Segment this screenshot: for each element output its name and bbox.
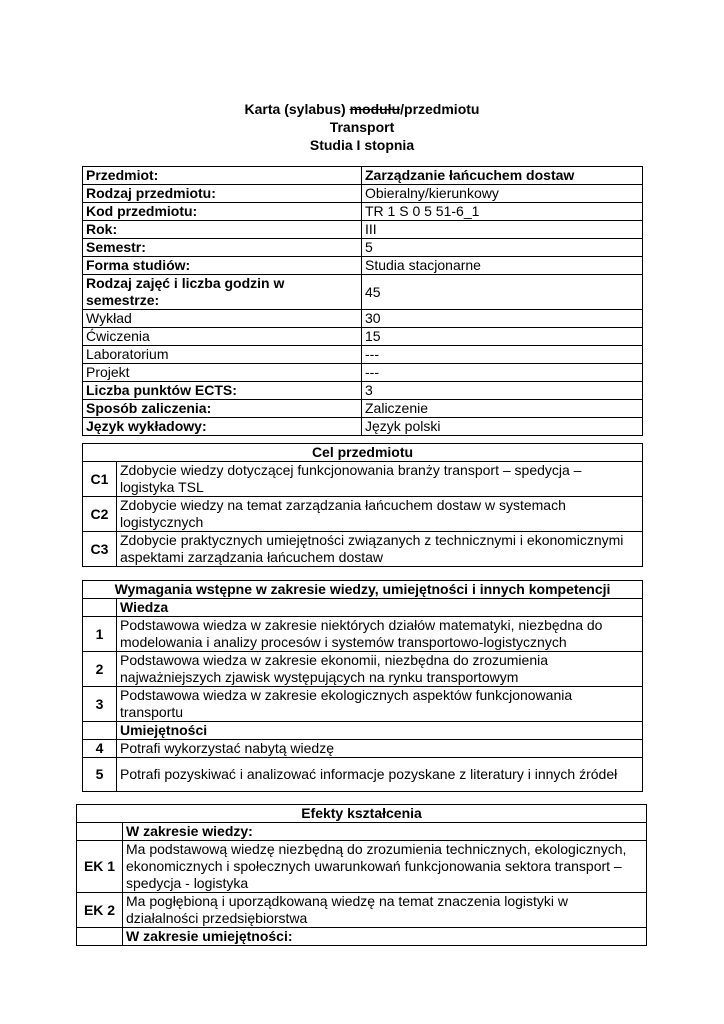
info-row xyxy=(83,310,643,328)
info-label: Wykład xyxy=(83,310,362,328)
info-label: Forma studiów: xyxy=(83,257,362,275)
info-value: 15 xyxy=(362,328,643,346)
info-value: Studia stacjonarne xyxy=(362,257,643,275)
info-value: Język polski xyxy=(362,418,643,436)
course-info-table xyxy=(82,166,643,436)
goal-code: C2 xyxy=(83,497,117,532)
goal-text: Zdobycie wiedzy na temat zarządzania łańcuchem dostaw w systemach logistycznych xyxy=(117,497,643,532)
prereq-text: Podstawowa wiedza w zakresie ekologicznych aspektów funkcjonowania transportu xyxy=(117,687,643,722)
info-value: 5 xyxy=(362,239,643,257)
info-label: Ćwiczenia xyxy=(83,328,362,346)
info-value: 45 xyxy=(362,275,643,310)
info-label: Przedmiot: xyxy=(83,167,362,185)
info-row xyxy=(83,346,643,364)
info-value: 30 xyxy=(362,310,643,328)
info-row xyxy=(83,400,643,418)
info-row xyxy=(83,382,643,400)
doc-level: Studia I stopnia xyxy=(309,137,415,153)
goal-text: Zdobycie praktycznych umiejętności związanych z technicznymi i ekonomicznymi aspektami zarządzania łańcuchem dostaw xyxy=(117,532,643,567)
info-label: Sposób zaliczenia: xyxy=(83,400,362,418)
prereq-row xyxy=(83,617,643,652)
goal-row xyxy=(83,462,643,497)
prereq-row xyxy=(83,652,643,687)
info-row xyxy=(83,185,643,203)
prereq-section-knowledge: Wiedza xyxy=(117,599,643,617)
info-row xyxy=(83,239,643,257)
goal-row xyxy=(83,497,643,532)
prereq-text: Podstawowa wiedza w zakresie niektórych działów matematyki, niezbędna do modelowania i analizy procesów i systemów transportowo-logistycznych xyxy=(117,617,643,652)
outcome-code: EK 1 xyxy=(77,841,123,893)
info-label: Rodzaj przedmiotu: xyxy=(83,185,362,203)
prerequisites-table xyxy=(82,580,643,792)
info-label: Liczba punktów ECTS: xyxy=(83,382,362,400)
goals-table xyxy=(82,443,643,567)
info-row xyxy=(83,257,643,275)
prereq-num: 5 xyxy=(83,758,117,792)
doc-title xyxy=(0,100,724,118)
info-label: Kod przedmiotu: xyxy=(83,203,362,221)
outcomes-title: Efekty kształcenia xyxy=(77,805,647,823)
doc-subtitle: Transport xyxy=(329,119,395,135)
outcome-row xyxy=(77,841,647,893)
info-value: Obieralny/kierunkowy xyxy=(362,185,643,203)
info-row xyxy=(83,203,643,221)
outcome-code: EK 2 xyxy=(77,893,123,928)
prereq-section-skills: Umiejętności xyxy=(117,722,643,740)
info-value: Zaliczenie xyxy=(362,400,643,418)
info-label: Rok: xyxy=(83,221,362,239)
outcomes-section-knowledge: W zakresie wiedzy: xyxy=(123,823,647,841)
prereq-num: 4 xyxy=(83,740,117,758)
info-row xyxy=(83,328,643,346)
title-suffix: /przedmiotu xyxy=(400,101,480,117)
prereq-row xyxy=(83,740,643,758)
blank-cell xyxy=(83,599,117,617)
goal-text: Zdobycie wiedzy dotyczącej funkcjonowania branży transport – spedycja – logistyka TSL xyxy=(117,462,643,497)
info-row xyxy=(83,418,643,436)
goals-title: Cel przedmiotu xyxy=(83,444,643,462)
title-prefix: Karta (sylabus) xyxy=(244,101,350,117)
info-label: Język wykładowy: xyxy=(83,418,362,436)
info-row xyxy=(83,275,643,310)
prereq-num: 1 xyxy=(83,617,117,652)
prereq-text: Podstawowa wiedza w zakresie ekonomii, niezbędna do zrozumienia najważniejszych zjawisk występujących na rynku transportowym xyxy=(117,652,643,687)
prereq-title: Wymagania wstępne w zakresie wiedzy, umiejętności i innych kompetencji xyxy=(83,581,643,599)
info-label: Laboratorium xyxy=(83,346,362,364)
info-label: Semestr: xyxy=(83,239,362,257)
info-label: Projekt xyxy=(83,364,362,382)
info-value: --- xyxy=(362,346,643,364)
prereq-num: 2 xyxy=(83,652,117,687)
prereq-row xyxy=(83,758,643,792)
prereq-row xyxy=(83,687,643,722)
outcomes-table xyxy=(76,804,647,946)
blank-cell xyxy=(77,823,123,841)
prereq-text: Potrafi pozyskiwać i analizować informacje pozyskane z literatury i innych źródeł xyxy=(117,758,643,792)
prereq-text: Potrafi wykorzystać nabytą wiedzę xyxy=(117,740,643,758)
outcome-row xyxy=(77,893,647,928)
goal-code: C1 xyxy=(83,462,117,497)
blank-cell xyxy=(77,928,123,946)
goal-code: C3 xyxy=(83,532,117,567)
info-row xyxy=(83,221,643,239)
info-label: Rodzaj zajęć i liczba godzin w semestrze: xyxy=(83,275,362,310)
prereq-num: 3 xyxy=(83,687,117,722)
info-value: Zarządzanie łańcuchem dostaw xyxy=(362,167,643,185)
outcome-text: Ma podstawową wiedzę niezbędną do zrozumienia technicznych, ekologicznych, ekonomicznych i społecznych uwarunkowań funkcjonowania sektora transport – spedycja - logistyka xyxy=(123,841,647,893)
outcome-text: Ma pogłębioną i uporządkowaną wiedzę na temat znaczenia logistyki w działalności przedsiębiorstwa xyxy=(123,893,647,928)
outcomes-section-skills: W zakresie umiejętności: xyxy=(123,928,647,946)
info-value: --- xyxy=(362,364,643,382)
info-row xyxy=(83,167,643,185)
blank-cell xyxy=(83,722,117,740)
info-value: 3 xyxy=(362,382,643,400)
info-value: III xyxy=(362,221,643,239)
info-value: TR 1 S 0 5 51-6_1 xyxy=(362,203,643,221)
title-struck-word: modułu xyxy=(349,101,401,117)
info-row xyxy=(83,364,643,382)
goal-row xyxy=(83,532,643,567)
